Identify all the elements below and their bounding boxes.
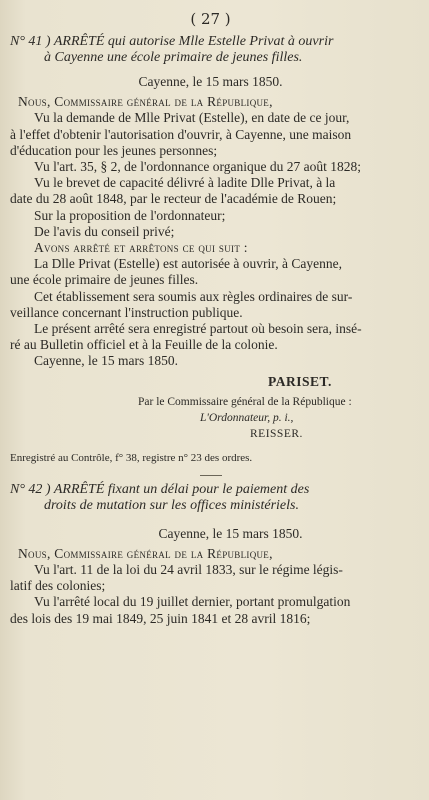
countersign-label: Par le Commissaire général de la République : — [138, 395, 352, 408]
body-line: Vu l'arrêté local du 19 juillet dernier, portant promulgation — [34, 594, 351, 610]
decree-41 — [10, 34, 411, 467]
decree-title-line-2: à Cayenne une école primaire de jeunes filles. — [44, 50, 303, 65]
countersignature: REISSER. — [250, 428, 303, 441]
body-line: veillance concernant l'instruction publique. — [10, 304, 243, 320]
body-line: Vu l'art. 11 de la loi du 24 avril 1833, sur le régime légis- — [34, 562, 343, 578]
decree-title-line-2: droits de mutation sur les offices ministériels. — [44, 497, 299, 513]
decree-preamble: Nous, Commissaire général de la République, — [18, 94, 273, 110]
decree-title-line-1: N° 41 ) ARRÊTÉ qui autorise Mlle Estelle Privat à ouvrir — [10, 34, 334, 49]
body-line: Vu l'art. 35, § 2, de l'ordonnance organique du 27 août 1828; — [34, 159, 361, 175]
body-line: date du 28 août 1848, par le recteur de l'académie de Rouen; — [10, 191, 337, 207]
section-divider — [200, 475, 222, 476]
page-number: ( 27 ) — [190, 10, 231, 28]
decree-date: Cayenne, le 15 mars 1850. — [138, 74, 283, 89]
body-line: des lois des 19 mai 1849, 25 juin 1841 et 28 avril 1816; — [10, 610, 311, 626]
body-line: latif des colonies; — [10, 578, 106, 594]
signature: PARISET. — [268, 373, 332, 389]
body-line: La Dlle Privat (Estelle) est autorisée à ouvrir, à Cayenne, — [34, 256, 342, 272]
decree-preamble: Nous, Commissaire général de la République, — [18, 545, 273, 561]
registration-note: Enregistré au Contrôle, f° 38, registre n° 23 des ordres. — [10, 452, 253, 465]
body-line: Cet établissement sera soumis aux règles ordinaires de sur- — [34, 288, 353, 304]
ordonnateur-label: L'Ordonnateur, p. i., — [200, 412, 294, 425]
body-line: une école primaire de jeunes filles. — [10, 272, 199, 288]
body-line: d'éducation pour les jeunes personnes; — [10, 142, 218, 158]
body-line: ré au Bulletin officiel et à la Feuille de la colonie. — [10, 337, 278, 353]
decree-title-line-1: N° 42 ) ARRÊTÉ fixant un délai pour le paiement des — [10, 481, 310, 497]
body-line: à l'effet d'obtenir l'autorisation d'ouvrir, à Cayenne, une maison — [10, 126, 352, 142]
body-line: Le présent arrêté sera enregistré partout où besoin sera, insé- — [34, 321, 362, 337]
body-line: Vu la demande de Mlle Privat (Estelle), en date de ce jour, — [34, 110, 350, 126]
body-line: Avons arrêté et arrêtons ce qui suit : — [34, 240, 248, 256]
body-line: Sur la proposition de l'ordonnateur; — [34, 207, 226, 223]
decree-date: Cayenne, le 15 mars 1850. — [158, 525, 303, 541]
body-line: Vu le brevet de capacité délivré à ladite Dlle Privat, à la — [34, 175, 336, 191]
body-line: Cayenne, le 15 mars 1850. — [34, 353, 178, 369]
decree-42 — [10, 482, 411, 627]
body-line: De l'avis du conseil privé; — [34, 223, 175, 239]
